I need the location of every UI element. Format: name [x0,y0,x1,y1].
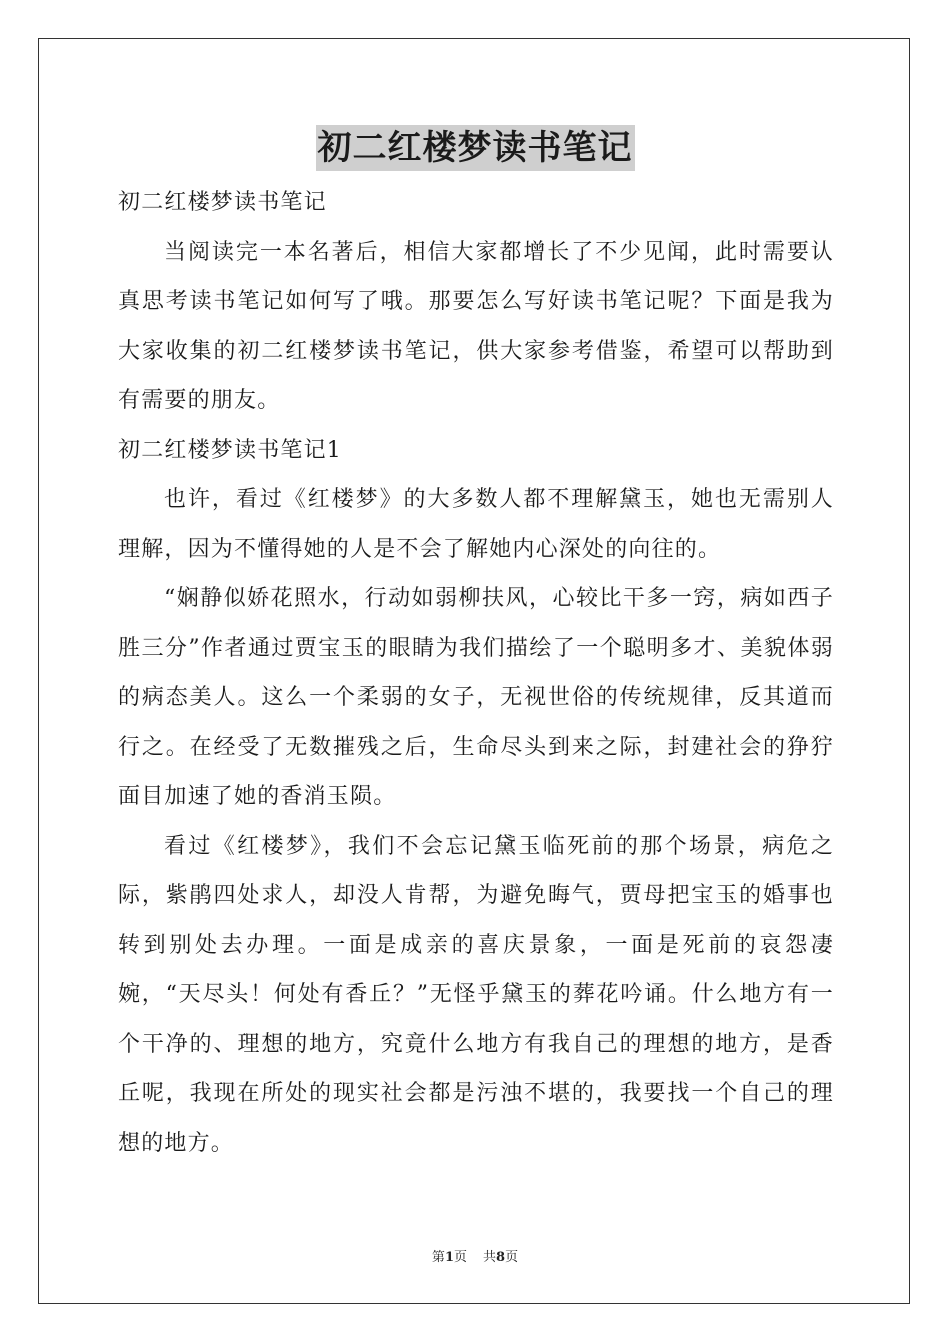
document-body [118,178,834,1168]
subtitle-heading: 初二红楼梦读书笔记 [118,190,327,215]
total-prefix: 共 [483,1250,497,1265]
document-title: 初二红楼梦读书笔记 [316,125,635,171]
body-paragraph: 也许，看过《红楼梦》的大多数人都不理解黛玉，她也无需别人理解，因为不懂得她的人是不会了解她内心深处的向往的。 [118,487,834,562]
page-number: 1 [444,1250,454,1265]
total-pages: 8 [496,1250,506,1265]
intro-paragraph: 当阅读完一本名著后，相信大家都增长了不少见闻，此时需要认真思考读书笔记如何写了哦。那要怎么写好读书笔记呢？下面是我为大家收集的初二红楼梦读书笔记，供大家参考借鉴，希望可以帮助到有需要的朋友。 [118,239,834,413]
section-heading: 初二红楼梦读书笔记1 [118,437,342,463]
body-paragraph: “娴静似娇花照水，行动如弱柳扶风，心较比干多一窍，病如西子胜三分”作者通过贾宝玉的眼睛为我们描绘了一个聪明多才、美貌体弱的病态美人。这么一个柔弱的女子，无视世俗的传统规律，反其道而行之。在经受了无数摧残之后，生命尽头到来之际，封建社会的狰狞面目加速了她的香消玉陨。 [118,586,834,809]
page-suffix: 页 [453,1250,467,1265]
total-suffix: 页 [505,1250,519,1265]
body-paragraph: 看过《红楼梦》，我们不会忘记黛玉临死前的那个场景，病危之际，紫鹃四处求人，却没人肯帮，为避免晦气，贾母把宝玉的婚事也转到别处去办理。一面是成亲的喜庆景象，一面是死前的哀怨凄婉，“天尽头！何处有香丘？”无怪乎黛玉的葬花吟诵。什么地方有一个干净的、理想的地方，究竟什么地方有我自己的理想的地方，是香丘呢，我现在所处的现实社会都是污浊不堪的，我要找一个自己的理想的地方。 [118,833,834,1156]
page-prefix: 第 [431,1250,445,1265]
title-wrap [0,125,950,171]
page-footer [0,1246,950,1265]
